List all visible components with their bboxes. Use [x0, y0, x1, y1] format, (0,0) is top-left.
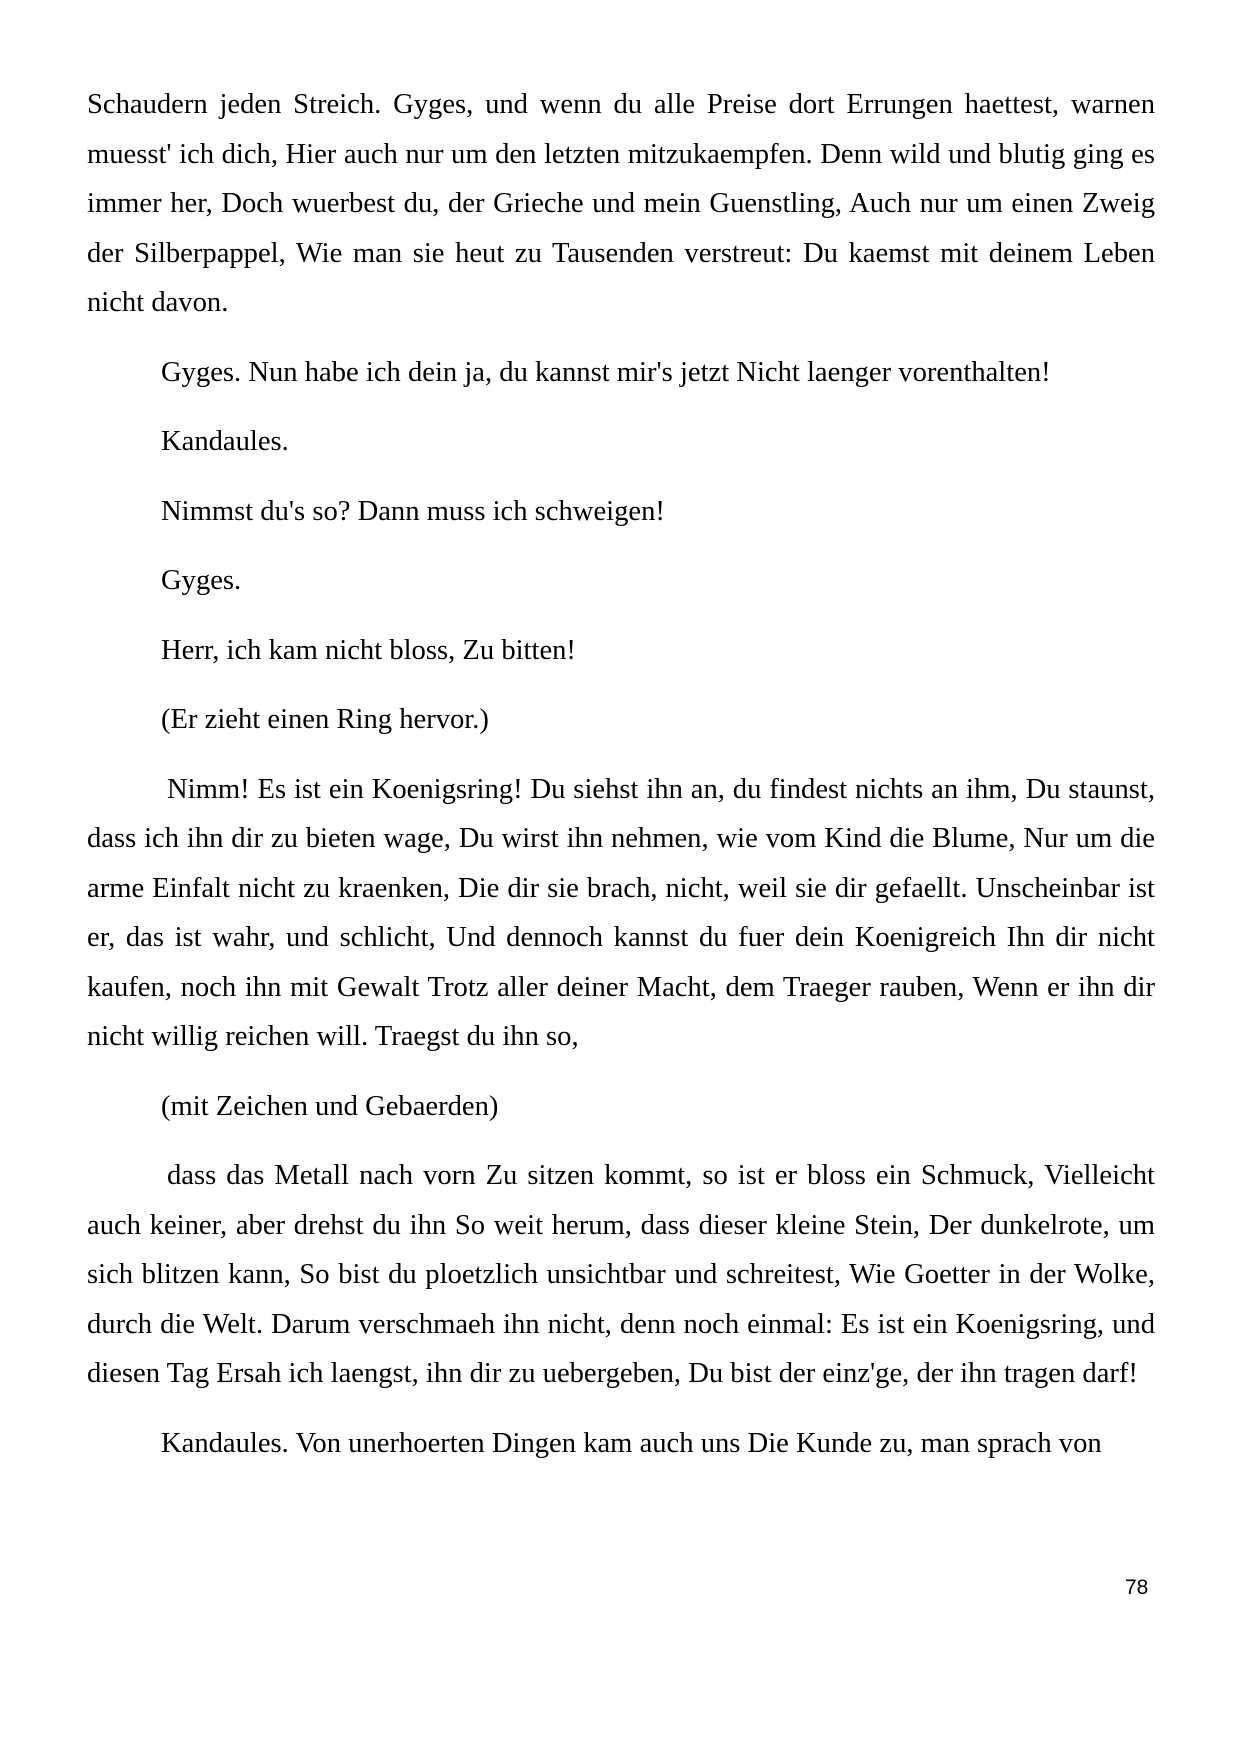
body-text	[87, 80, 1155, 1488]
paragraph-ring-description: dass das Metall nach vorn Zu sitzen kommt, so ist er bloss ein Schmuck, Vielleicht auch keiner, aber drehst du ihn So weit herum, dass dieser kleine Stein, Der dunkelrote, um sich blitzen kann, So bist du ploetzlich unsichtbar und schreitest, Wie Goetter in der Wolke, durch die Welt. Darum verschmaeh ihn nicht, denn noch einmal: Es ist ein Koenigsring, und diesen Tag Ersah ich laengst, ihn dir zu uebergeben, Du bist der einz'ge, der ihn tragen darf!	[87, 1160, 1155, 1389]
stage-direction-gestures: (mit Zeichen und Gebaerden)	[161, 1090, 499, 1122]
stage-direction-ring: (Er zieht einen Ring hervor.)	[161, 704, 489, 735]
paragraph-kandaules-line: Nimmst du's so? Dann muss ich schweigen!	[161, 495, 665, 527]
paragraph-gyges-line: Herr, ich kam nicht bloss, Zu bitten!	[161, 634, 576, 666]
speaker-gyges: Gyges.	[161, 565, 242, 596]
paragraph-continuation: Schaudern jeden Streich. Gyges, und wenn du alle Preise dort Errungen haettest, warnen muesst' ich dich, Hier auch nur um den letzten mitzukaempfen. Denn wild und blutig ging es immer her, Doch wuerbest du, der Grieche und mein Guenstling, Auch nur um einen Zweig der Silberpappel, Wie man sie heut zu Tausenden verstreut: Du kaemst mit deinem Leben nicht davon.	[87, 89, 1155, 318]
page-number: 78	[1125, 1576, 1149, 1599]
paragraph-gyges-speech: Gyges. Nun habe ich dein ja, du kannst mir's jetzt Nicht laenger vorenthalten!	[161, 356, 1051, 388]
paragraph-kandaules-reply: Kandaules. Von unerhoerten Dingen kam auch uns Die Kunde zu, man sprach von	[161, 1427, 1102, 1459]
speaker-kandaules: Kandaules.	[161, 426, 289, 457]
paragraph-ring-speech: Nimm! Es ist ein Koenigsring! Du siehst ihn an, du findest nichts an ihm, Du staunst, dass ich ihn dir zu bieten wage, Du wirst ihn nehmen, wie vom Kind die Blume, Nur um die arme Einfalt nicht zu kraenken, Die dir sie brach, nicht, weil sie dir gefaellt. Unscheinbar ist er, das ist wahr, und schlicht, Und dennoch kannst du fuer dein Koenigreich Ihn dir nicht kaufen, noch ihn mit Gewalt Trotz aller deiner Macht, dem Traeger rauben, Wenn er ihn dir nicht willig reichen will. Traegst du ihn so,	[87, 773, 1155, 1052]
